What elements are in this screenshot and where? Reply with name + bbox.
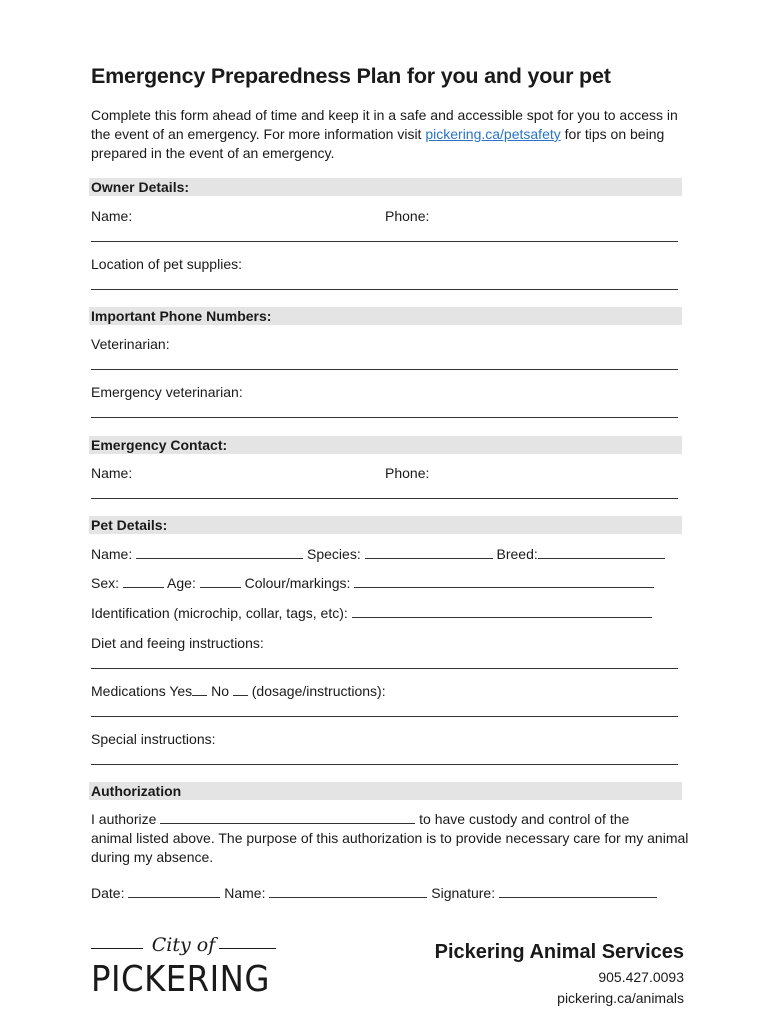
intro-paragraph	[91, 106, 691, 163]
logo-wordmark: PICKERING	[91, 959, 270, 1000]
owner-details-header	[89, 178, 682, 196]
authorization-header	[89, 782, 682, 800]
age-label: Age:	[167, 575, 196, 591]
authorization-heading: Authorization	[91, 783, 182, 799]
signature-field[interactable]	[499, 885, 657, 898]
auth-name-label: Name:	[224, 885, 266, 901]
colour-label: Colour/markings:	[244, 575, 351, 591]
identification-field[interactable]	[352, 605, 652, 618]
date-field[interactable]	[128, 885, 220, 898]
page-title: Emergency Preparedness Plan for you and your pet	[91, 64, 611, 88]
supplies-location-line[interactable]	[91, 289, 678, 290]
pet-row-identification	[91, 605, 652, 621]
species-field[interactable]	[365, 546, 493, 559]
yes-field[interactable]	[192, 683, 207, 696]
supplies-location-label: Location of pet supplies:	[91, 256, 242, 272]
authorization-first-line	[91, 811, 629, 827]
pet-row-sex-age-colour	[91, 575, 654, 591]
signature-label: Signature:	[431, 885, 496, 901]
identification-label: Identification (microchip, collar, tags, etc):	[91, 605, 348, 621]
emergency-vet-label: Emergency veterinarian:	[91, 384, 243, 400]
contact-name-phone-line[interactable]	[91, 498, 678, 499]
phone-numbers-header	[89, 307, 682, 325]
no-field[interactable]	[233, 683, 248, 696]
intro-text-after: for tips on being prepared in the event of an emergency.	[91, 126, 665, 161]
medications-label: Medications	[91, 683, 166, 699]
owner-name-phone-line[interactable]	[91, 241, 678, 242]
diet-label: Diet and feeing instructions:	[91, 635, 264, 651]
breed-label: Breed:	[496, 546, 538, 562]
special-instructions-label: Special instructions:	[91, 731, 216, 747]
city-of-pickering-logo	[91, 934, 276, 1004]
colour-field[interactable]	[354, 575, 654, 588]
organization-name: Pickering Animal Services	[434, 941, 684, 963]
breed-field[interactable]	[538, 546, 665, 559]
veterinarian-line[interactable]	[91, 369, 678, 370]
organization-phone: 905.427.0093	[598, 969, 684, 985]
authorized-person-field[interactable]	[160, 811, 415, 824]
logo-city-of: City of	[151, 934, 216, 956]
owner-details-heading: Owner Details:	[91, 179, 190, 195]
special-instructions-line[interactable]	[91, 764, 678, 765]
sex-field[interactable]	[123, 575, 164, 588]
phone-numbers-heading: Important Phone Numbers:	[91, 308, 272, 324]
i-authorize-text: I authorize	[91, 811, 157, 827]
species-label: Species:	[307, 546, 361, 562]
petsafety-link[interactable]: pickering.ca/petsafety	[425, 126, 561, 142]
pet-name-label: Name:	[91, 546, 133, 562]
authorization-body: animal listed above. The purpose of this authorization is to provide necessary care for my animal during my absence.	[91, 830, 689, 865]
yes-label: Yes	[169, 683, 193, 699]
dosage-label: (dosage/instructions):	[251, 683, 386, 699]
pet-details-header	[89, 516, 682, 534]
age-field[interactable]	[200, 575, 241, 588]
no-label: No	[211, 683, 229, 699]
emergency-contact-heading: Emergency Contact:	[91, 437, 228, 453]
pet-details-heading: Pet Details:	[91, 517, 168, 533]
medications-line[interactable]	[91, 716, 678, 717]
signature-row	[91, 885, 657, 901]
diet-line[interactable]	[91, 668, 678, 669]
pet-name-field[interactable]	[136, 546, 303, 559]
organization-website: pickering.ca/animals	[557, 990, 684, 1006]
owner-phone-label: Phone:	[385, 208, 430, 224]
sex-label: Sex:	[91, 575, 120, 591]
owner-name-label: Name:	[91, 208, 133, 224]
veterinarian-label: Veterinarian:	[91, 336, 170, 352]
emergency-vet-line[interactable]	[91, 417, 678, 418]
intro-text-before: Complete this form ahead of time and keep it in a safe and accessible spot for you to access in the event of an emergency. For more information visit	[91, 107, 678, 142]
auth-name-field[interactable]	[269, 885, 427, 898]
logo-rule-right	[219, 948, 276, 949]
pet-row-name-species-breed	[91, 546, 665, 562]
custody-text: to have custody and control of the	[419, 811, 630, 827]
pet-row-medications	[91, 683, 386, 699]
contact-phone-label: Phone:	[385, 465, 430, 481]
date-label: Date:	[91, 885, 125, 901]
contact-name-label: Name:	[91, 465, 133, 481]
emergency-contact-header	[89, 436, 682, 454]
